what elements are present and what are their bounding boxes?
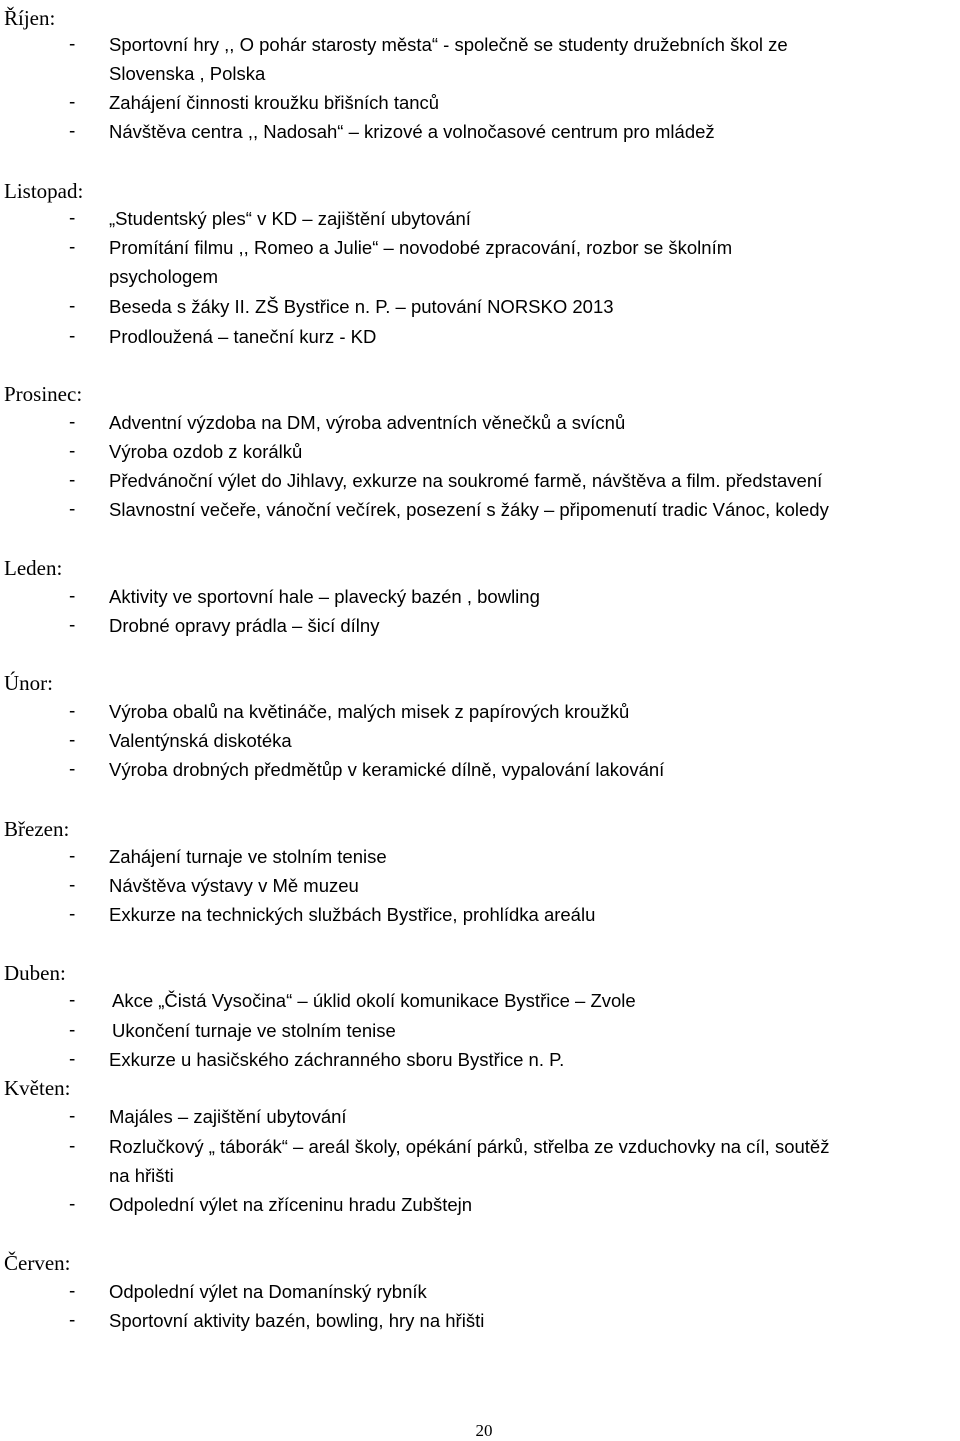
list-bullet: - <box>69 615 76 636</box>
list-item-continuation: psychologem <box>109 266 219 287</box>
list-item: Slavnostní večeře, vánoční večírek, posezení s žáky – připomenutí tradic Vánoc, koledy <box>109 499 829 520</box>
month-heading: Únor: <box>4 671 53 695</box>
list-bullet: - <box>69 904 76 925</box>
month-heading: Prosinec: <box>4 382 83 406</box>
list-bullet: - <box>69 990 76 1011</box>
list-item: Výroba obalů na květináče, malých misek z papírových kroužků <box>109 701 630 722</box>
list-item: Výroba ozdob z korálků <box>109 441 303 462</box>
list-bullet: - <box>69 1310 76 1331</box>
list-bullet: - <box>69 759 76 780</box>
list-item: Výroba drobných předmětůp v keramické dílně, vypalování lakování <box>109 759 665 780</box>
list-bullet: - <box>69 92 76 113</box>
list-bullet: - <box>69 586 76 607</box>
list-item: Sportovní hry ,, O pohár starosty města“ - společně se studenty družebních škol ze <box>109 34 788 55</box>
month-heading: Duben: <box>4 961 66 985</box>
list-bullet: - <box>69 846 76 867</box>
list-bullet: - <box>69 1106 76 1127</box>
page-number: 20 <box>475 1421 493 1440</box>
list-bullet: - <box>69 1136 76 1157</box>
list-item: Aktivity ve sportovní hale – plavecký bazén , bowling <box>109 586 540 607</box>
list-item: „Studentský ples“ v KD – zajištění ubytování <box>109 208 471 229</box>
list-bullet: - <box>69 499 76 520</box>
month-heading: Červen: <box>4 1251 71 1275</box>
list-item: Majáles – zajištění ubytování <box>109 1106 347 1127</box>
list-bullet: - <box>69 730 76 751</box>
list-item: Valentýnská diskotéka <box>109 730 292 751</box>
list-bullet: - <box>69 701 76 722</box>
list-item: Adventní výzdoba na DM, výroba adventních věnečků a svícnů <box>109 412 626 433</box>
list-bullet: - <box>69 875 76 896</box>
list-item: Exkurze na technických službách Bystřice, prohlídka areálu <box>109 904 596 925</box>
list-item: Návštěva výstavy v Mě muzeu <box>109 875 359 896</box>
month-heading: Leden: <box>4 556 63 580</box>
list-item: Akce „Čistá Vysočina“ – úklid okolí komunikace Bystřice – Zvole <box>112 990 636 1011</box>
list-item: Zahájení turnaje ve stolním tenise <box>109 846 387 867</box>
month-heading: Říjen: <box>4 6 56 30</box>
list-bullet: - <box>69 1281 76 1302</box>
list-item: Exkurze u hasičského záchranného sboru Bystřice n. P. <box>109 1049 565 1070</box>
list-bullet: - <box>69 441 76 462</box>
list-bullet: - <box>69 326 76 347</box>
list-bullet: - <box>69 1020 76 1041</box>
list-item: Předvánoční výlet do Jihlavy, exkurze na soukromé farmě, návštěva a film. představení <box>109 470 823 491</box>
list-item: Rozlučkový „ táborák“ – areál školy, opékání párků, střelba ze vzduchovky na cíl, soutěž <box>109 1136 830 1157</box>
list-item: Zahájení činnosti kroužku břišních tanců <box>109 92 440 113</box>
list-item: Sportovní aktivity bazén, bowling, hry na hřišti <box>109 1310 485 1331</box>
list-item-continuation: Slovenska , Polska <box>109 63 266 84</box>
month-heading: Březen: <box>4 817 70 841</box>
month-heading: Květen: <box>4 1076 71 1100</box>
list-bullet: - <box>69 412 76 433</box>
list-item: Beseda s žáky II. ZŠ Bystřice n. P. – putování NORSKO 2013 <box>109 296 614 317</box>
list-bullet: - <box>69 470 76 491</box>
list-bullet: - <box>69 237 76 258</box>
list-item: Odpolední výlet na zříceninu hradu Zubštejn <box>109 1194 473 1215</box>
list-bullet: - <box>69 1194 76 1215</box>
list-bullet: - <box>69 296 76 317</box>
month-heading: Listopad: <box>4 179 84 203</box>
list-item: Prodloužená – taneční kurz - KD <box>109 326 377 347</box>
list-item: Odpolední výlet na Domanínský rybník <box>109 1281 427 1302</box>
list-item: Promítání filmu ,, Romeo a Julie“ – novodobé zpracování, rozbor se školním <box>109 237 733 258</box>
list-bullet: - <box>69 1049 76 1070</box>
list-bullet: - <box>69 34 76 55</box>
list-bullet: - <box>69 121 76 142</box>
list-bullet: - <box>69 208 76 229</box>
list-item-continuation: na hřišti <box>109 1165 174 1186</box>
list-item: Návštěva centra ,, Nadosah“ – krizové a volnočasové centrum pro mládež <box>109 121 715 142</box>
list-item: Ukončení turnaje ve stolním tenise <box>112 1020 396 1041</box>
list-item: Drobné opravy prádla – šicí dílny <box>109 615 380 636</box>
